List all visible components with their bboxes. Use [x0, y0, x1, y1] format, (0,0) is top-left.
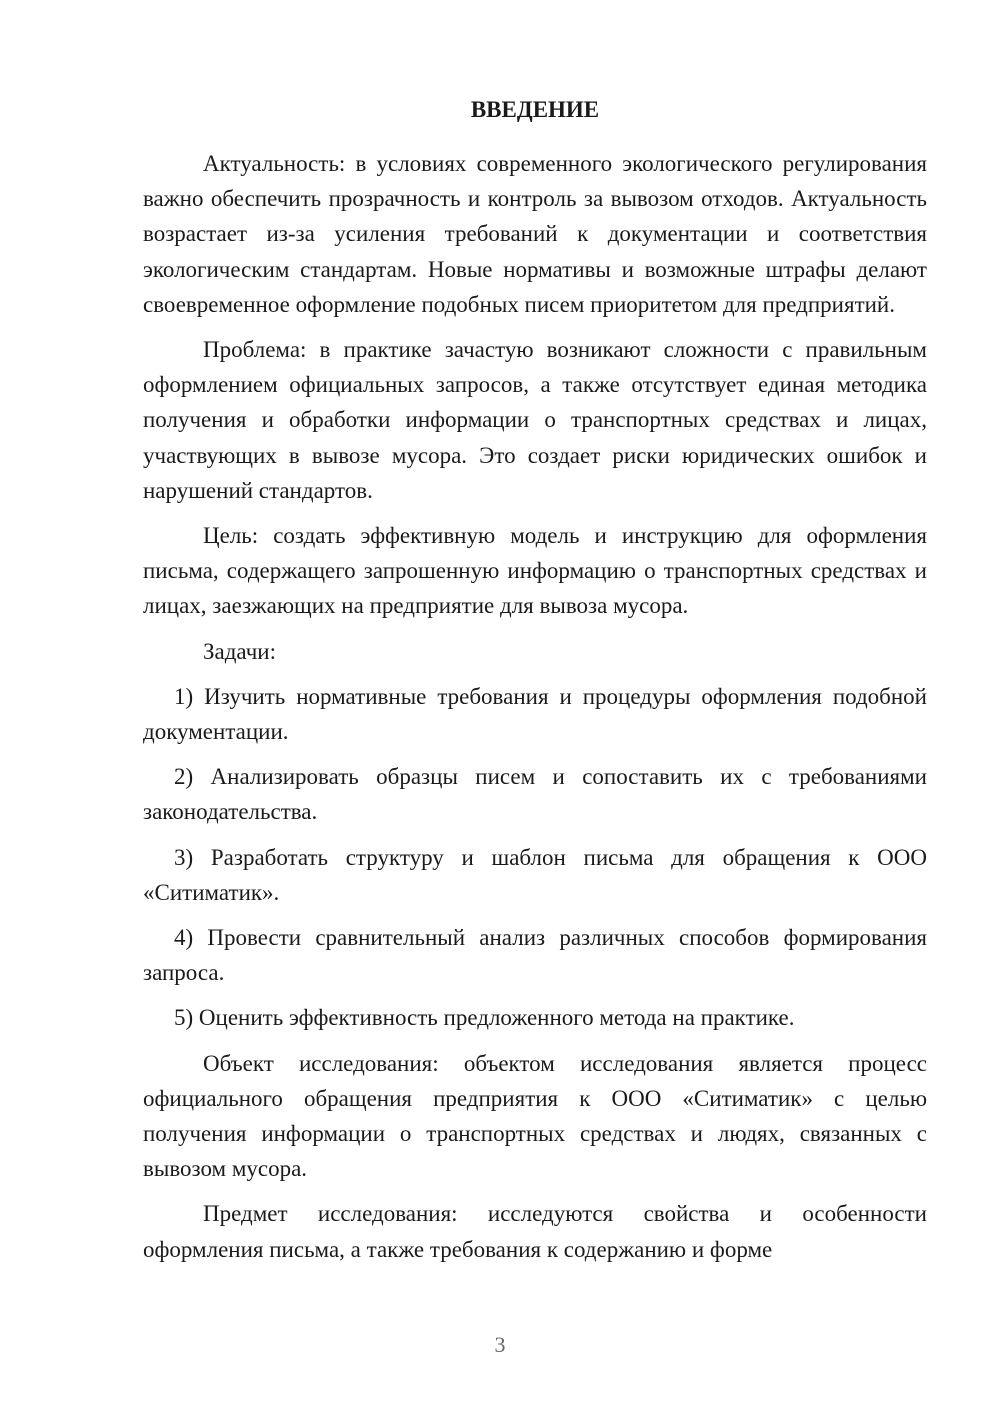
paragraph-subject: Предмет исследования: исследуются свойства и особенности оформления письма, а также требования к содержанию и форме [143, 1201, 927, 1262]
page-content [143, 92, 927, 1277]
paragraph-problem: Проблема: в практике зачастую возникают сложности с правильным оформлением официальных запросов, а также отсутствует единая методика получения и обработки информации о транспортных средствах и лицах, участвующих в вывозе мусора. Это создает риски юридических ошибок и нарушений стандартов. [143, 337, 927, 503]
paragraph-relevance: Актуальность: в условиях современного экологического регулирования важно обеспечить прозрачность и контроль за вывозом отходов. Актуальность возрастает из-за усиления требований к документации и соответствия экологическим стандартам. Новые нормативы и возможные штрафы делают своевременное оформление подобных писем приоритетом для предприятий. [143, 151, 927, 317]
page-title: ВВЕДЕНИЕ [470, 97, 600, 122]
task-item-3: 3) Разработать структуру и шаблон письма для обращения к ООО «Ситиматик». [143, 844, 927, 905]
task-item-1: 1) Изучить нормативные требования и процедуры оформления подобной документации. [143, 683, 927, 745]
task-item-2: 2) Анализировать образцы писем и сопоставить их с требованиями законодательства. [143, 764, 927, 825]
task-item-4: 4) Провести сравнительный анализ различных способов формирования запроса. [143, 925, 927, 986]
paragraph-goal: Цель: создать эффективную модель и инструкцию для оформления письма, содержащего запрошенную информацию о транспортных средствах и лицах, заезжающих на предприятие для вывоза мусора. [143, 523, 927, 619]
task-item-5: 5) Оценить эффективность предложенного метода на практике. [174, 1005, 795, 1031]
page-number: 3 [494, 1332, 506, 1357]
paragraph-object: Объект исследования: объектом исследования является процесс официального обращения предприятия к ООО «Ситиматик» с целью получения информации о транспортных средствах и людях, связанных с вывозом мусора. [143, 1050, 927, 1182]
tasks-label: Задачи: [203, 638, 276, 664]
